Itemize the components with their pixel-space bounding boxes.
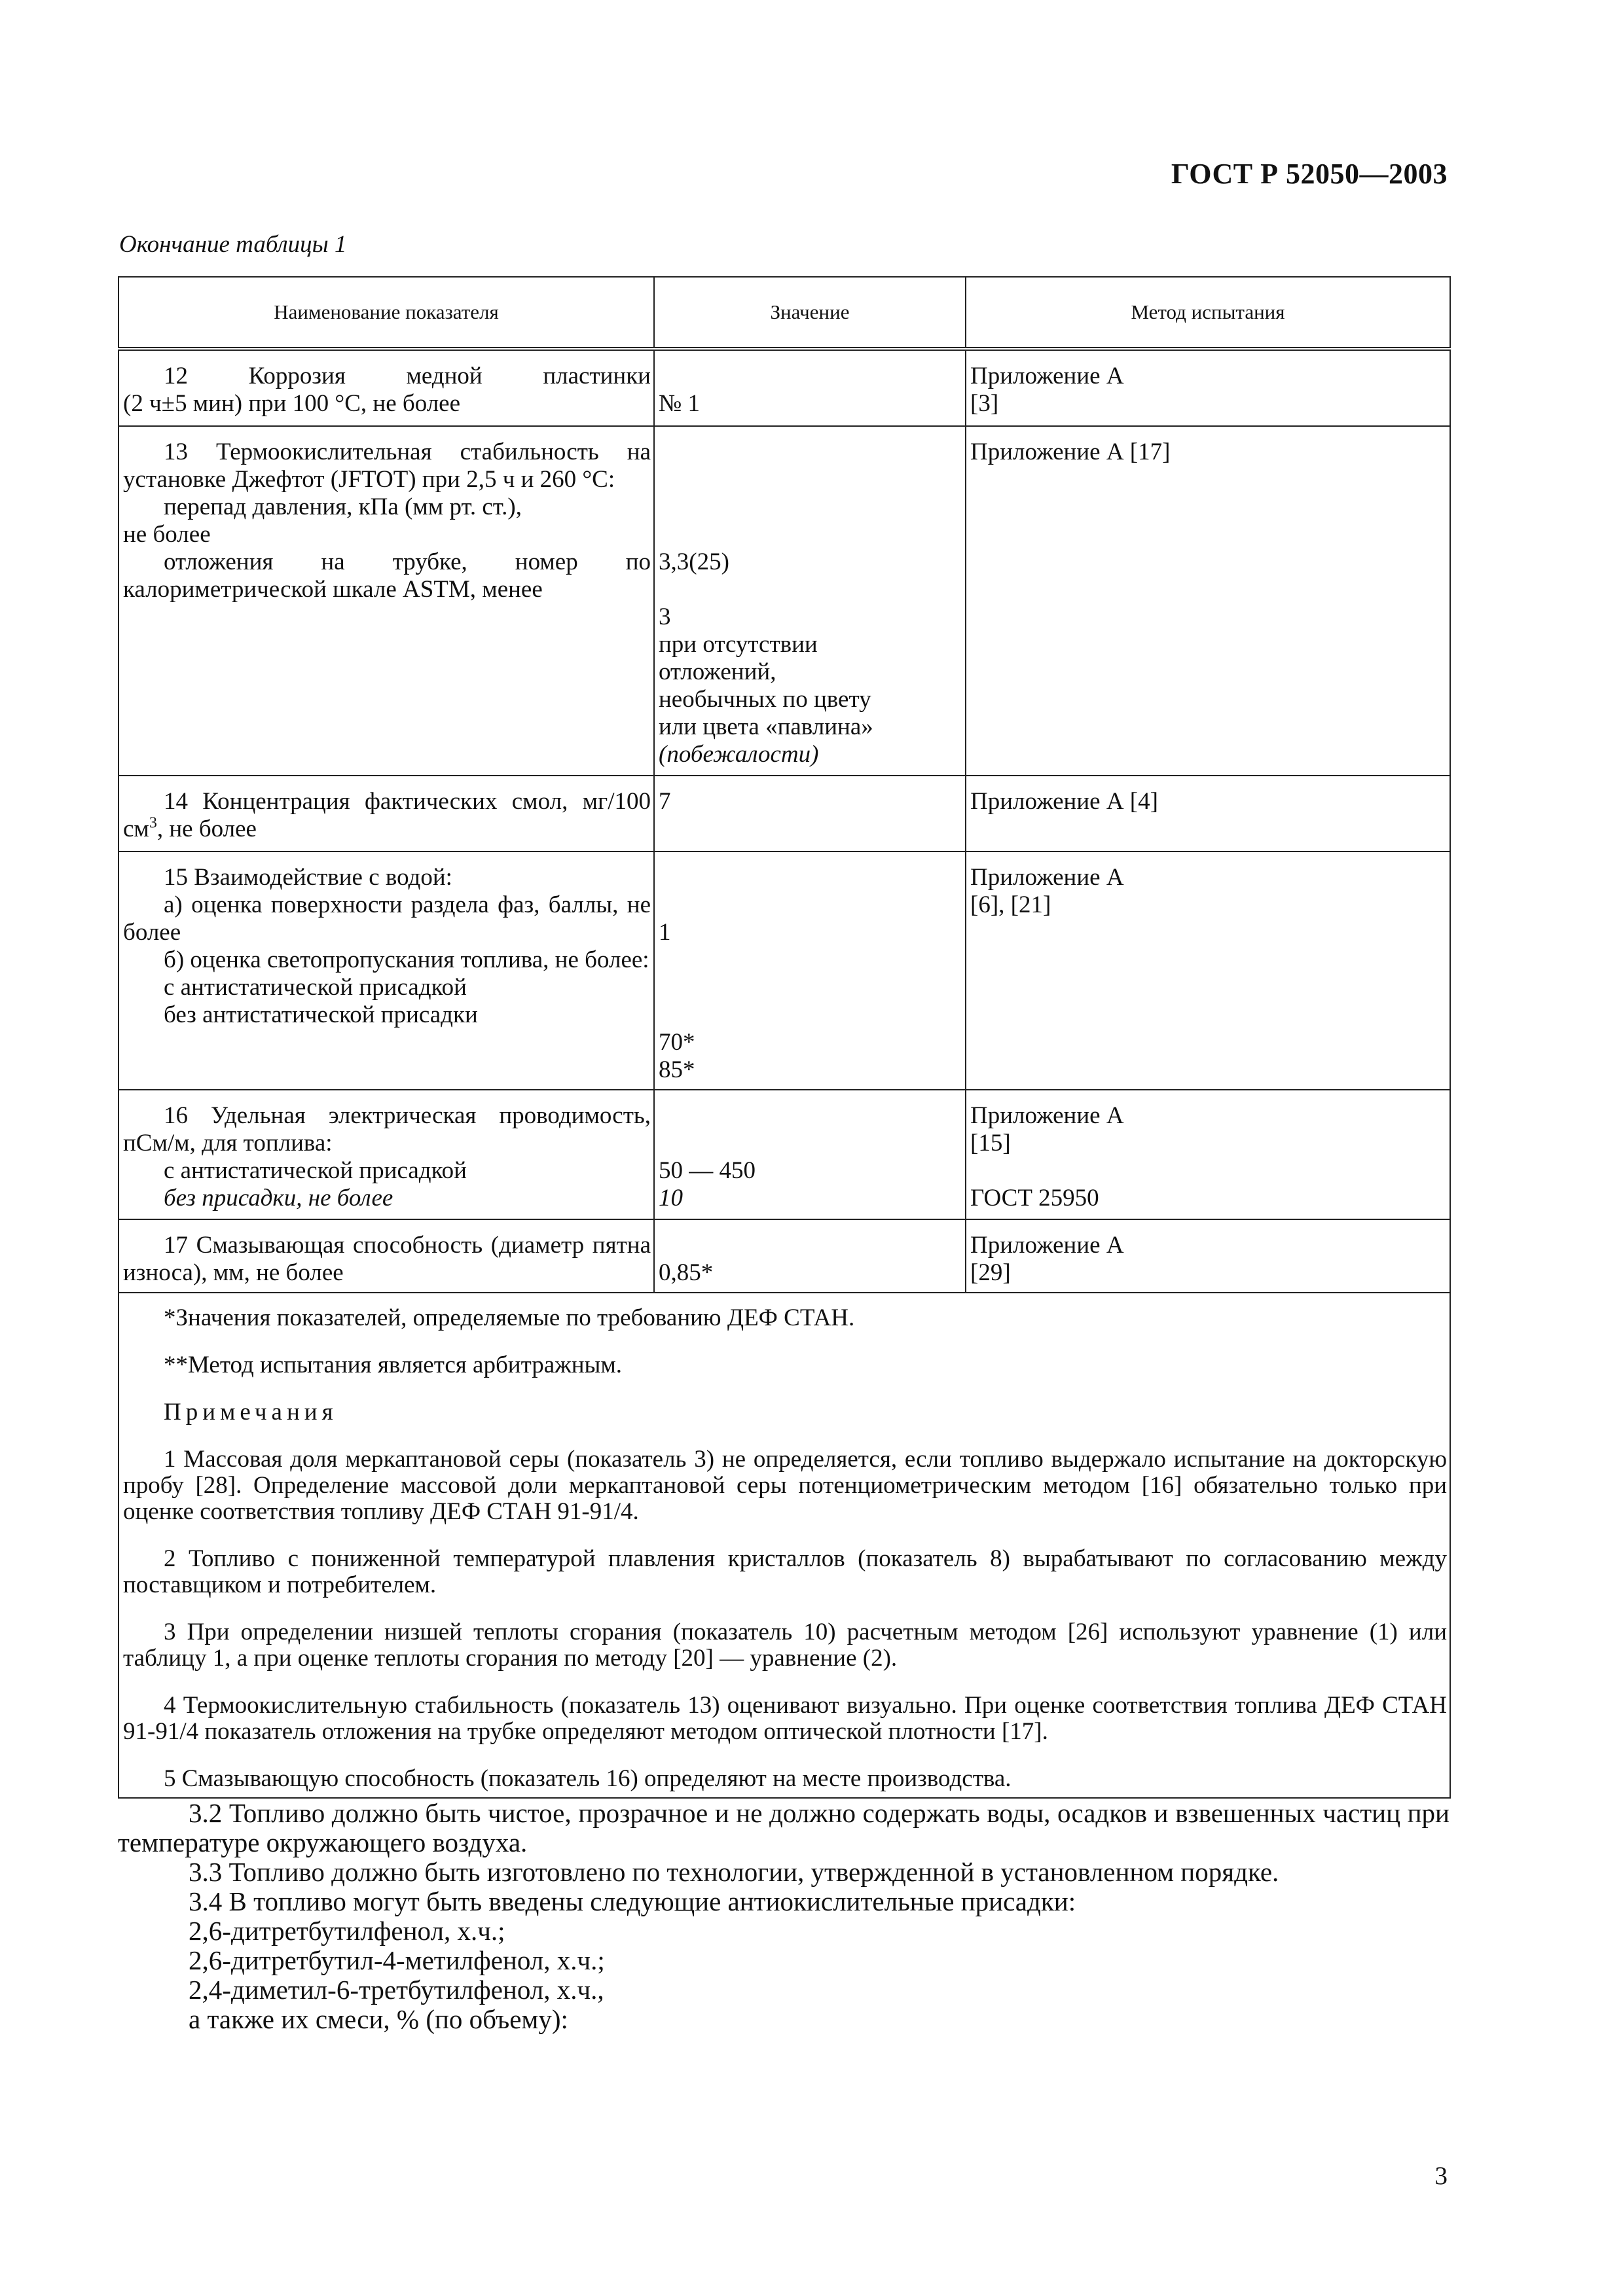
footnote: *Значения показателей, определяемые по требованию ДЕФ СТАН. [164, 1304, 855, 1331]
indicator-value [654, 1219, 966, 1293]
indicator-value [654, 349, 966, 426]
table-header-row [119, 277, 1450, 349]
value-line: 10 [659, 1185, 683, 1211]
column-header-name: Наименование показателя [119, 277, 654, 349]
list-item: 2,6-дитретбутилфенол, х.ч.; [189, 1916, 505, 1946]
indicator-value [654, 1090, 966, 1219]
name-text: , не более [156, 816, 257, 842]
value-line: 0,85* [659, 1259, 714, 1286]
body-text [118, 1799, 1450, 2034]
test-method [966, 349, 1450, 426]
value-line: 3 [659, 603, 671, 630]
test-method [966, 852, 1450, 1090]
name-line: (2 ч±5 мин) при 100 °С, не более [123, 390, 461, 417]
name-line: без присадки, не более [164, 1185, 393, 1211]
value-line: 70* [659, 1029, 695, 1056]
name-line: 12 Коррозия медной пластинки [164, 363, 651, 389]
value-line: при отсутствии [659, 631, 818, 658]
name-line: не более [123, 521, 211, 548]
method-line: [15] [970, 1130, 1011, 1157]
table-row [119, 852, 1450, 1090]
document-id: ГОСТ Р 52050—2003 [1171, 158, 1448, 190]
table-row [119, 1219, 1450, 1293]
name-line: отложения на трубке, номер по калориметрической шкале ASTM, менее [123, 548, 651, 603]
value-line: или цвета «павлина» [659, 713, 873, 740]
value-line: 3,3(25) [659, 548, 729, 575]
indicator-value [654, 426, 966, 776]
name-line: 16 Удельная электрическая проводимость, пСм/м, для топлива: [123, 1102, 651, 1157]
indicator-name [119, 426, 654, 776]
test-method [966, 426, 1450, 776]
superscript: 3 [149, 814, 157, 832]
table-row [119, 776, 1450, 852]
method-line: [6], [21] [970, 891, 1051, 918]
specification-table [118, 276, 1451, 1799]
indicator-name [119, 776, 654, 852]
method-line: Приложение А [970, 864, 1124, 891]
name-line: б) оценка светопропускания топлива, не более: [164, 946, 649, 973]
method-line: Приложение А [970, 1102, 1124, 1129]
table-row [119, 349, 1450, 426]
indicator-name [119, 1219, 654, 1293]
footnote: **Метод испытания является арбитражным. [164, 1352, 623, 1378]
test-method [966, 1219, 1450, 1293]
paragraph: 3.4 В топливо могут быть введены следующие антиокислительные присадки: [189, 1886, 1076, 1916]
column-header-method: Метод испытания [966, 277, 1450, 349]
list-item: 2,4-диметил-6-третбутилфенол, х.ч., [189, 1975, 604, 2005]
name-line: с антистатической присадкой [164, 974, 467, 1001]
note: 5 Смазывающую способность (показатель 16) определяют на месте производства. [164, 1765, 1012, 1792]
table-row [119, 426, 1450, 776]
name-line: 13 Термоокислительная стабильность на установке Джефтот (JFTOT) при 2,5 ч и 260 °С: [123, 439, 651, 493]
method-line: Приложение А [4] [970, 788, 1158, 815]
name-line: перепад давления, кПа (мм рт. ст.), [164, 493, 522, 520]
page-number: 3 [1434, 2162, 1448, 2190]
method-line: Приложение А [17] [970, 439, 1171, 465]
paragraph: 3.3 Топливо должно быть изготовлено по технологии, утвержденной в установленном порядке. [189, 1857, 1279, 1887]
table-row [119, 1090, 1450, 1219]
name-line [123, 788, 651, 843]
value-line: необычных по цвету [659, 686, 871, 713]
value-line: 1 [659, 919, 671, 946]
list-item: 2,6-дитретбутил-4-метилфенол, х.ч.; [189, 1945, 605, 1975]
method-line: [29] [970, 1259, 1011, 1286]
paragraph: 3.2 Топливо должно быть чистое, прозрачное и не должно содержать воды, осадков и взвешенных частиц при температуре окружающего воздуха. [118, 1798, 1450, 1857]
indicator-value [654, 852, 966, 1090]
note: 2 Топливо с пониженной температурой плавления кристаллов (показатель 8) вырабатывают по согласованию между поставщиком и потребителем. [123, 1545, 1447, 1598]
test-method [966, 776, 1450, 852]
note: 4 Термоокислительную стабильность (показатель 13) оценивают визуально. При оценке соответствия топлива ДЕФ СТАН 91-91/4 показатель отложения на трубке определяют методом оптической плотности [17]. [123, 1692, 1447, 1745]
value-line: 7 [659, 788, 671, 815]
note: 3 При определении низшей теплоты сгорания (показатель 10) расчетным методом [26] используют уравнение (1) или таблицу 1, а при оценке теплоты сгорания по методу [20] — уравнение (2). [123, 1619, 1447, 1672]
table-notes-row [119, 1293, 1450, 1798]
name-line: а) оценка поверхности раздела фаз, баллы, не более [123, 891, 651, 946]
method-line: ГОСТ 25950 [970, 1185, 1099, 1211]
column-header-value: Значение [654, 277, 966, 349]
test-method [966, 1090, 1450, 1219]
value-line: отложений, [659, 658, 776, 685]
note: 1 Массовая доля меркаптановой серы (показатель 3) не определяется, если топливо выдержало испытание на докторскую пробу [28]. Определение массовой доли меркаптановой серы потенциометрическим методом [16] обязательно только при оценке соответствия топливу ДЕФ СТАН 91-91/4. [123, 1446, 1447, 1525]
name-line: без антистатической присадки [164, 1001, 478, 1028]
name-line: 15 Взаимодействие с водой: [164, 864, 452, 891]
indicator-name [119, 1090, 654, 1219]
list-item: а также их смеси, % (по объему): [189, 2004, 568, 2034]
indicator-value [654, 776, 966, 852]
table-notes [119, 1293, 1450, 1798]
value-line: 85* [659, 1056, 695, 1083]
method-line: [3] [970, 390, 999, 417]
indicator-name [119, 852, 654, 1090]
value-line: № 1 [659, 390, 701, 417]
name-line: с антистатической присадкой [164, 1157, 467, 1184]
name-line: 17 Смазывающая способность (диаметр пятна износа), мм, не более [123, 1232, 651, 1286]
table-caption: Окончание таблицы 1 [119, 231, 347, 258]
value-line: 50 — 450 [659, 1157, 756, 1184]
indicator-name [119, 349, 654, 426]
method-line: Приложение А [970, 1232, 1124, 1259]
notes-title: Примечания [164, 1399, 338, 1426]
name-text: 14 Концентрация фактических смол, мг/100 см [123, 788, 651, 842]
value-line: (побежалости) [659, 741, 819, 768]
method-line: Приложение А [970, 363, 1124, 389]
